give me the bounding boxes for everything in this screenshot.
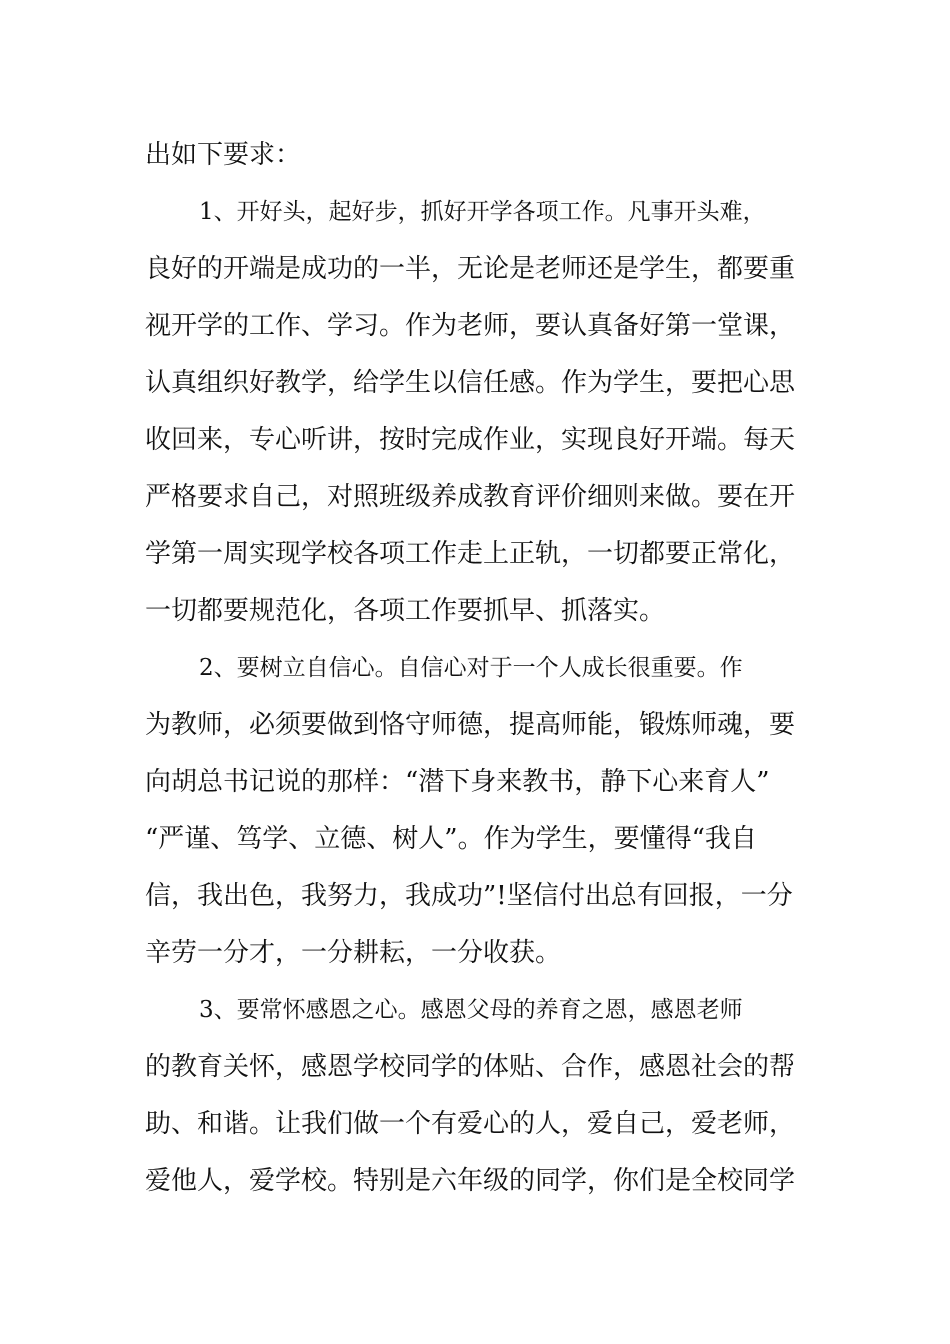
- text-line: 出如下要求：: [145, 140, 302, 170]
- text-line: 向胡总书记说的那样：“潜下身来教书，静下心来育人”: [145, 767, 770, 797]
- text-line: 助、和谐。让我们做一个有爱心的人，爱自己，爱老师，: [145, 1109, 796, 1139]
- text-line: 学第一周实现学校各项工作走上正轨，一切都要正常化，: [145, 539, 796, 569]
- text-line: 3、要常怀感恩之心。感恩父母的养育之恩，感恩老师: [199, 997, 743, 1023]
- text-line: 收回来，专心听讲，按时完成作业，实现良好开端。每天: [145, 425, 796, 455]
- text-line: 一切都要规范化，各项工作要抓早、抓落实。: [145, 596, 666, 626]
- text-line: 辛劳一分才，一分耕耘，一分收获。: [145, 938, 562, 968]
- text-line: 爱他人，爱学校。特别是六年级的同学，你们是全校同学: [145, 1166, 796, 1196]
- text-line: 1、开好头，起好步，抓好开学各项工作。凡事开头难，: [199, 199, 766, 225]
- text-line: 信，我出色，我努力，我成功”!坚信付出总有回报，一分: [145, 881, 793, 911]
- text-line: 的教育关怀，感恩学校同学的体贴、合作，感恩社会的帮: [145, 1052, 796, 1082]
- text-line: “严谨、笃学、立德、树人”。作为学生，要懂得“我自: [145, 824, 757, 854]
- text-line: 严格要求自己，对照班级养成教育评价细则来做。要在开: [145, 482, 796, 512]
- text-line: 认真组织好教学，给学生以信任感。作为学生，要把心思: [145, 368, 796, 398]
- text-line: 视开学的工作、学习。作为老师，要认真备好第一堂课，: [145, 311, 796, 341]
- text-line: 良好的开端是成功的一半，无论是老师还是学生，都要重: [145, 254, 796, 284]
- text-line: 为教师，必须要做到恪守师德，提高师能，锻炼师魂，要: [145, 710, 796, 740]
- text-line: 2、要树立自信心。自信心对于一个人成长很重要。作: [199, 655, 743, 681]
